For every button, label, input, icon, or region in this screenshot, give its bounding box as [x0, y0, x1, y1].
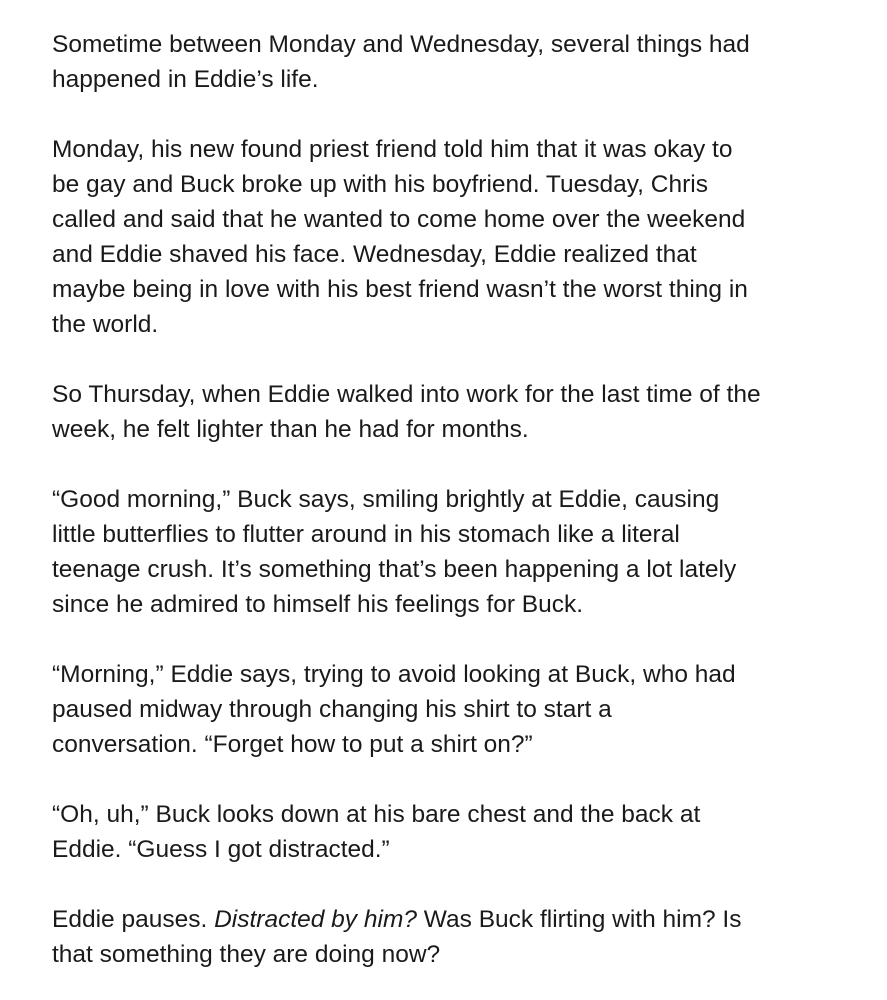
- document-body: [52, 27, 852, 972]
- paragraph: So Thursday, when Eddie walked into work for the last time of the week, he felt lighter than he had for months.: [52, 381, 761, 443]
- paragraph: Sometime between Monday and Wednesday, several things had happened in Eddie’s life.: [52, 31, 750, 93]
- text-run: Eddie pauses.: [52, 906, 215, 933]
- italic-text: Distracted by him?: [214, 906, 417, 933]
- paragraph: Monday, his new found priest friend told him that it was okay to be gay and Buck broke up with his boyfriend. Tuesday, Chris called and said that he wanted to come home over the weekend and Eddie shaved his face. Wednesday, Eddie realized that maybe being in love with his best friend wasn’t the worst thing in the world.: [52, 136, 748, 338]
- paragraph: “Morning,” Eddie says, trying to avoid looking at Buck, who had paused midway through changing his shirt to start a conversation. “Forget how to put a shirt on?”: [52, 661, 736, 758]
- paragraph: “Oh, uh,” Buck looks down at his bare chest and the back at Eddie. “Guess I got distracted.”: [52, 801, 701, 863]
- paragraph-last: [52, 902, 852, 972]
- paragraph: “Good morning,” Buck says, smiling brightly at Eddie, causing little butterflies to flutter around in his stomach like a literal teenage crush. It’s something that’s been happening a lot lately since he admired to himself his feelings for Buck.: [52, 486, 737, 618]
- text-run: Was Buck flirting with him? Is that something they are doing now?: [52, 906, 742, 968]
